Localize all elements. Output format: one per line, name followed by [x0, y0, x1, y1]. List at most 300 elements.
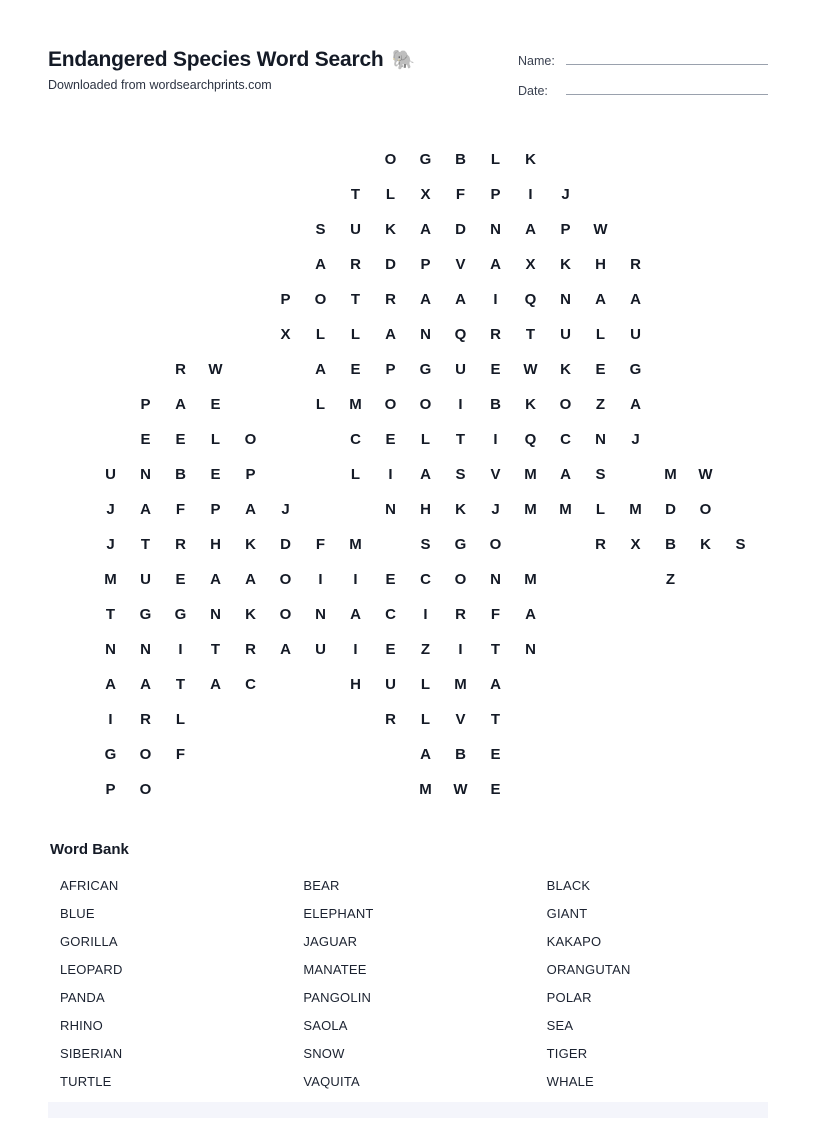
grid-cell[interactable]: F — [175, 746, 186, 763]
grid-cell[interactable]: L — [210, 431, 221, 448]
grid-cell[interactable]: C — [245, 676, 256, 693]
grid-cell[interactable]: R — [385, 291, 396, 308]
word-bank-item[interactable]: BEAR — [303, 878, 340, 893]
grid-cell-empty — [233, 142, 268, 177]
grid-cell[interactable]: B — [175, 466, 186, 483]
grid-cell[interactable]: X — [630, 536, 641, 553]
grid-cell-empty — [198, 317, 233, 352]
grid-cell[interactable]: A — [280, 641, 291, 658]
grid-cell[interactable]: X — [420, 186, 431, 203]
grid-cell[interactable]: P — [420, 256, 431, 273]
grid-cell-empty — [268, 457, 303, 492]
grid-cell[interactable]: I — [353, 641, 358, 658]
grid-cell[interactable]: Q — [524, 291, 537, 308]
word-bank-item[interactable]: GIANT — [546, 906, 588, 921]
grid-cell-empty — [58, 597, 93, 632]
grid-cell[interactable]: R — [595, 536, 606, 553]
grid-cell[interactable]: D — [665, 501, 676, 518]
grid-cell[interactable]: A — [560, 466, 571, 483]
grid-cell[interactable]: R — [630, 256, 641, 273]
student-info-block — [518, 44, 768, 112]
grid-cell[interactable]: K — [525, 396, 536, 413]
grid-cell[interactable]: Z — [665, 571, 676, 588]
grid-cell[interactable]: C — [350, 431, 361, 448]
grid-cell[interactable]: P — [140, 396, 151, 413]
grid-cell[interactable]: A — [210, 676, 221, 693]
grid-cell[interactable]: N — [210, 606, 221, 623]
grid-cell[interactable]: T — [140, 536, 151, 553]
grid-cell-empty — [128, 142, 163, 177]
grid-cell[interactable]: M — [454, 676, 467, 693]
grid-cell[interactable]: O — [139, 746, 152, 763]
grid-cell[interactable]: A — [420, 291, 431, 308]
grid-cell[interactable]: S — [315, 221, 326, 238]
grid-cell[interactable]: L — [175, 711, 186, 728]
grid-cell[interactable]: E — [175, 431, 186, 448]
grid-cell[interactable]: T — [490, 641, 501, 658]
grid-cell[interactable]: N — [595, 431, 606, 448]
grid-cell[interactable]: M — [524, 501, 537, 518]
grid-cell[interactable]: O — [384, 396, 397, 413]
grid-cell-empty — [233, 772, 268, 807]
grid-cell[interactable]: A — [525, 606, 536, 623]
grid-cell[interactable]: G — [174, 606, 187, 623]
grid-cell[interactable]: L — [595, 501, 606, 518]
word-bank-item[interactable]: POLAR — [546, 990, 592, 1005]
word-bank-item[interactable]: VAQUITA — [303, 1074, 360, 1089]
grid-cell[interactable]: E — [490, 781, 501, 798]
grid-cell[interactable]: J — [106, 501, 115, 518]
grid-cell[interactable]: Z — [595, 396, 606, 413]
grid-cell[interactable]: B — [455, 746, 466, 763]
grid-cell[interactable]: A — [350, 606, 361, 623]
grid-cell[interactable]: D — [385, 256, 396, 273]
grid-cell[interactable]: E — [140, 431, 151, 448]
grid-cell[interactable]: L — [350, 326, 361, 343]
grid-cell[interactable]: P — [560, 221, 571, 238]
grid-cell-empty — [583, 702, 618, 737]
grid-cell[interactable]: O — [384, 151, 397, 168]
grid-cell[interactable]: A — [420, 221, 431, 238]
grid-cell[interactable]: T — [105, 606, 116, 623]
grid-cell-empty — [723, 737, 758, 772]
grid-cell[interactable]: O — [489, 536, 502, 553]
grid-cell[interactable]: A — [630, 396, 641, 413]
date-label: Date: — [518, 84, 548, 98]
grid-cell-empty — [198, 772, 233, 807]
grid-cell[interactable]: N — [560, 291, 571, 308]
grid-cell[interactable]: R — [175, 361, 186, 378]
grid-cell[interactable]: O — [699, 501, 712, 518]
grid-cell-empty — [618, 457, 653, 492]
grid-cell[interactable]: I — [353, 571, 358, 588]
grid-cell[interactable]: U — [560, 326, 571, 343]
grid-cell[interactable]: A — [420, 466, 431, 483]
grid-cell-empty — [548, 142, 583, 177]
word-bank-item[interactable]: TURTLE — [60, 1074, 112, 1089]
word-bank-item[interactable]: KAKAPO — [546, 934, 602, 949]
word-bank-item[interactable]: ELEPHANT — [303, 906, 374, 921]
grid-cell[interactable]: R — [245, 641, 256, 658]
grid-cell[interactable]: F — [490, 606, 501, 623]
grid-cell[interactable]: L — [385, 186, 396, 203]
grid-cell[interactable]: E — [175, 571, 186, 588]
grid-cell[interactable]: T — [175, 676, 186, 693]
grid-cell[interactable]: B — [665, 536, 676, 553]
grid-cell-empty — [688, 142, 723, 177]
grid-cell-empty — [688, 247, 723, 282]
grid-cell-empty — [653, 422, 688, 457]
grid-cell[interactable]: Z — [420, 641, 431, 658]
grid-cell[interactable]: R — [140, 711, 151, 728]
grid-cell[interactable]: K — [245, 606, 256, 623]
grid-cell[interactable]: G — [139, 606, 152, 623]
grid-cell[interactable]: A — [385, 326, 396, 343]
grid-cell[interactable]: O — [419, 396, 432, 413]
grid-cell[interactable]: C — [560, 431, 571, 448]
grid-cell[interactable]: O — [559, 396, 572, 413]
grid-cell[interactable]: N — [385, 501, 396, 518]
grid-cell[interactable]: J — [631, 431, 640, 448]
grid-cell[interactable]: R — [490, 326, 501, 343]
grid-cell[interactable]: N — [140, 641, 151, 658]
grid-cell[interactable]: T — [490, 711, 501, 728]
grid-cell[interactable]: L — [420, 676, 431, 693]
grid-cell[interactable]: M — [524, 466, 537, 483]
date-input-line[interactable] — [566, 82, 768, 95]
grid-cell[interactable]: N — [140, 466, 151, 483]
grid-cell[interactable]: L — [315, 326, 326, 343]
grid-cell-empty — [303, 737, 338, 772]
grid-cell[interactable]: R — [175, 536, 186, 553]
grid-cell-empty — [303, 142, 338, 177]
grid-cell[interactable]: I — [108, 711, 113, 728]
grid-cell[interactable]: M — [664, 466, 677, 483]
grid-cell-empty — [58, 247, 93, 282]
word-bank-item[interactable]: TIGER — [546, 1046, 588, 1061]
grid-cell[interactable]: U — [140, 571, 151, 588]
grid-cell[interactable]: U — [315, 641, 326, 658]
grid-cell-empty — [58, 352, 93, 387]
grid-cell[interactable]: J — [491, 501, 500, 518]
grid-cell[interactable]: N — [105, 641, 116, 658]
grid-cell[interactable]: L — [350, 466, 361, 483]
grid-cell[interactable]: E — [385, 431, 396, 448]
grid-cell[interactable]: E — [210, 466, 221, 483]
grid-cell[interactable]: A — [105, 676, 116, 693]
grid-cell-empty — [233, 282, 268, 317]
grid-cell-empty — [548, 632, 583, 667]
grid-cell[interactable]: H — [595, 256, 606, 273]
name-input-line[interactable] — [566, 52, 768, 65]
grid-cell-empty — [338, 492, 373, 527]
grid-cell[interactable]: A — [315, 256, 326, 273]
grid-cell-empty — [373, 772, 408, 807]
grid-cell[interactable]: W — [208, 361, 223, 378]
grid-cell[interactable]: G — [454, 536, 467, 553]
grid-cell[interactable]: W — [698, 466, 713, 483]
grid-cell[interactable]: Q — [454, 326, 467, 343]
grid-cell-empty — [58, 772, 93, 807]
grid-cell[interactable]: K — [385, 221, 396, 238]
grid-cell[interactable]: T — [350, 186, 361, 203]
grid-cell[interactable]: W — [523, 361, 538, 378]
grid-cell[interactable]: W — [593, 221, 608, 238]
grid-cell-empty — [723, 422, 758, 457]
grid-cell[interactable]: A — [210, 571, 221, 588]
word-bank-item[interactable]: BLACK — [546, 878, 591, 893]
grid-cell[interactable]: R — [455, 606, 466, 623]
grid-cell[interactable]: D — [455, 221, 466, 238]
grid-cell-empty — [128, 317, 163, 352]
grid-cell[interactable]: V — [455, 256, 466, 273]
grid-cell[interactable]: N — [420, 326, 431, 343]
grid-cell[interactable]: I — [388, 466, 393, 483]
grid-cell[interactable]: W — [453, 781, 468, 798]
grid-cell[interactable]: P — [280, 291, 291, 308]
grid-cell[interactable]: M — [349, 396, 362, 413]
word-bank-item[interactable]: WHALE — [546, 1074, 594, 1089]
grid-cell[interactable]: G — [419, 361, 432, 378]
grid-cell-empty — [128, 352, 163, 387]
word-bank-item[interactable]: LEOPARD — [60, 962, 123, 977]
grid-cell[interactable]: T — [525, 326, 536, 343]
grid-cell[interactable]: M — [629, 501, 642, 518]
grid-cell[interactable]: R — [385, 711, 396, 728]
word-bank-item[interactable]: ORANGUTAN — [546, 962, 631, 977]
grid-cell[interactable]: I — [423, 606, 428, 623]
grid-cell[interactable]: V — [455, 711, 466, 728]
grid-cell[interactable]: M — [524, 571, 537, 588]
grid-cell[interactable]: S — [455, 466, 466, 483]
grid-cell[interactable]: M — [349, 536, 362, 553]
grid-cell[interactable]: A — [245, 571, 256, 588]
grid-cell[interactable]: U — [105, 466, 116, 483]
grid-cell[interactable]: C — [420, 571, 431, 588]
grid-cell[interactable]: U — [350, 221, 361, 238]
grid-cell[interactable]: O — [244, 431, 257, 448]
grid-cell[interactable]: T — [455, 431, 466, 448]
grid-cell[interactable]: E — [595, 361, 606, 378]
grid-cell[interactable]: I — [178, 641, 183, 658]
grid-cell-empty — [548, 772, 583, 807]
grid-cell[interactable]: M — [559, 501, 572, 518]
word-bank-item[interactable]: GORILLA — [60, 934, 118, 949]
grid-cell[interactable]: I — [318, 571, 323, 588]
grid-cell[interactable]: C — [385, 606, 396, 623]
word-bank-item[interactable]: AFRICAN — [60, 878, 119, 893]
word-bank-item[interactable]: SAOLA — [303, 1018, 348, 1033]
grid-cell[interactable]: I — [528, 186, 533, 203]
grid-cell[interactable]: D — [280, 536, 291, 553]
grid-cell[interactable]: H — [210, 536, 221, 553]
grid-cell[interactable]: N — [490, 571, 501, 588]
grid-cell[interactable]: M — [104, 571, 117, 588]
grid-cell[interactable]: M — [419, 781, 432, 798]
word-bank-item[interactable]: PANGOLIN — [303, 990, 372, 1005]
grid-cell[interactable]: A — [140, 501, 151, 518]
word-bank-item[interactable]: SNOW — [303, 1046, 345, 1061]
word-bank-item[interactable]: JAGUAR — [303, 934, 358, 949]
grid-cell-empty — [723, 632, 758, 667]
grid-cell-empty — [233, 387, 268, 422]
grid-cell[interactable]: S — [420, 536, 431, 553]
grid-cell[interactable]: X — [280, 326, 291, 343]
grid-cell[interactable]: L — [595, 326, 606, 343]
page-title-text: Endangered Species Word Search — [48, 48, 384, 71]
grid-cell-empty — [58, 177, 93, 212]
word-bank-item[interactable]: PANDA — [60, 990, 105, 1005]
grid-cell[interactable]: K — [560, 256, 571, 273]
grid-cell[interactable]: B — [455, 151, 466, 168]
grid-cell[interactable]: O — [139, 781, 152, 798]
grid-cell-empty — [58, 317, 93, 352]
grid-cell[interactable]: E — [350, 361, 361, 378]
grid-cell[interactable]: A — [140, 676, 151, 693]
grid-cell[interactable]: I — [458, 396, 463, 413]
grid-cell[interactable]: G — [629, 361, 642, 378]
grid-cell[interactable]: A — [455, 291, 466, 308]
grid-cell[interactable]: U — [385, 676, 396, 693]
grid-cell[interactable]: Q — [524, 431, 537, 448]
grid-cell-empty — [93, 317, 128, 352]
grid-cell-empty — [93, 352, 128, 387]
grid-cell[interactable]: E — [490, 746, 501, 763]
grid-cell[interactable]: E — [385, 641, 396, 658]
grid-cell[interactable]: I — [493, 431, 498, 448]
grid-cell[interactable]: G — [104, 746, 117, 763]
grid-cell[interactable]: O — [314, 291, 327, 308]
grid-cell[interactable]: A — [175, 396, 186, 413]
grid-cell[interactable]: U — [630, 326, 641, 343]
grid-cell[interactable]: K — [700, 536, 711, 553]
grid-cell-empty — [688, 597, 723, 632]
grid-cell[interactable]: B — [490, 396, 501, 413]
grid-cell[interactable]: J — [281, 501, 290, 518]
grid-cell[interactable]: V — [490, 466, 501, 483]
grid-cell[interactable]: A — [525, 221, 536, 238]
grid-cell-empty — [58, 422, 93, 457]
grid-cell[interactable]: A — [315, 361, 326, 378]
grid-cell-empty — [58, 527, 93, 562]
grid-cell[interactable]: J — [561, 186, 570, 203]
grid-cell-empty — [618, 142, 653, 177]
grid-cell[interactable]: F — [455, 186, 466, 203]
grid-cell[interactable]: F — [315, 536, 326, 553]
grid-cell[interactable]: A — [490, 256, 501, 273]
grid-cell-empty — [723, 212, 758, 247]
grid-cell-empty — [303, 177, 338, 212]
grid-cell[interactable]: P — [210, 501, 221, 518]
grid-cell[interactable]: J — [106, 536, 115, 553]
grid-cell[interactable]: H — [350, 676, 361, 693]
grid-cell-empty — [688, 352, 723, 387]
word-bank-item[interactable]: RHINO — [60, 1018, 103, 1033]
grid-cell[interactable]: O — [279, 571, 292, 588]
grid-cell[interactable]: K — [560, 361, 571, 378]
grid-cell-empty — [618, 597, 653, 632]
word-bank-item[interactable]: MANATEE — [303, 962, 367, 977]
grid-cell[interactable]: E — [385, 571, 396, 588]
grid-cell-empty — [618, 212, 653, 247]
grid-cell[interactable]: A — [490, 676, 501, 693]
grid-cell[interactable]: N — [490, 221, 501, 238]
grid-cell-empty — [128, 282, 163, 317]
grid-cell[interactable]: A — [595, 291, 606, 308]
grid-cell[interactable]: L — [490, 151, 501, 168]
grid-cell[interactable]: L — [420, 431, 431, 448]
grid-cell-empty — [338, 702, 373, 737]
grid-cell[interactable]: G — [419, 151, 432, 168]
grid-cell[interactable]: A — [630, 291, 641, 308]
grid-cell-empty — [303, 667, 338, 702]
grid-cell[interactable]: T — [350, 291, 361, 308]
grid-cell-empty — [93, 247, 128, 282]
grid-cell[interactable]: L — [315, 396, 326, 413]
grid-cell-empty — [268, 422, 303, 457]
grid-cell[interactable]: F — [175, 501, 186, 518]
grid-cell[interactable]: K — [245, 536, 256, 553]
grid-cell[interactable]: P — [490, 186, 501, 203]
grid-cell[interactable]: O — [454, 571, 467, 588]
puzzle-grid[interactable] — [58, 142, 758, 807]
grid-cell[interactable]: T — [210, 641, 221, 658]
grid-cell-empty — [303, 457, 338, 492]
grid-cell[interactable]: S — [595, 466, 606, 483]
grid-cell[interactable]: S — [735, 536, 746, 553]
grid-cell[interactable]: P — [245, 466, 256, 483]
grid-cell[interactable]: P — [105, 781, 116, 798]
word-bank-columns — [48, 872, 768, 1096]
grid-cell[interactable]: X — [525, 256, 536, 273]
grid-cell[interactable]: I — [493, 291, 498, 308]
grid-cell[interactable]: P — [385, 361, 396, 378]
grid-cell-empty — [688, 317, 723, 352]
word-bank-item[interactable]: SIBERIAN — [60, 1046, 123, 1061]
grid-cell[interactable]: O — [279, 606, 292, 623]
word-bank-item[interactable]: BLUE — [60, 906, 95, 921]
footer-strip — [48, 1102, 768, 1118]
grid-cell-empty — [163, 317, 198, 352]
grid-cell[interactable]: K — [455, 501, 466, 518]
grid-cell[interactable]: A — [420, 746, 431, 763]
word-bank-item[interactable]: SEA — [546, 1018, 574, 1033]
grid-cell-empty — [723, 282, 758, 317]
grid-cell[interactable]: K — [525, 151, 536, 168]
grid-cell-empty — [688, 562, 723, 597]
grid-cell-empty — [268, 352, 303, 387]
grid-cell[interactable]: L — [420, 711, 431, 728]
grid-cell[interactable]: U — [455, 361, 466, 378]
grid-cell-empty — [583, 667, 618, 702]
grid-cell-empty — [723, 457, 758, 492]
grid-cell[interactable]: E — [210, 396, 221, 413]
grid-cell[interactable]: A — [245, 501, 256, 518]
grid-cell[interactable]: N — [525, 641, 536, 658]
grid-cell-empty — [653, 702, 688, 737]
grid-cell[interactable]: I — [458, 641, 463, 658]
grid-cell[interactable]: H — [420, 501, 431, 518]
grid-cell-empty — [513, 667, 548, 702]
grid-cell[interactable]: N — [315, 606, 326, 623]
grid-cell-empty — [688, 632, 723, 667]
grid-cell-empty — [583, 142, 618, 177]
page-title — [48, 48, 415, 72]
grid-cell-empty — [303, 702, 338, 737]
name-label: Name: — [518, 54, 555, 68]
grid-cell[interactable]: E — [490, 361, 501, 378]
grid-cell[interactable]: R — [350, 256, 361, 273]
